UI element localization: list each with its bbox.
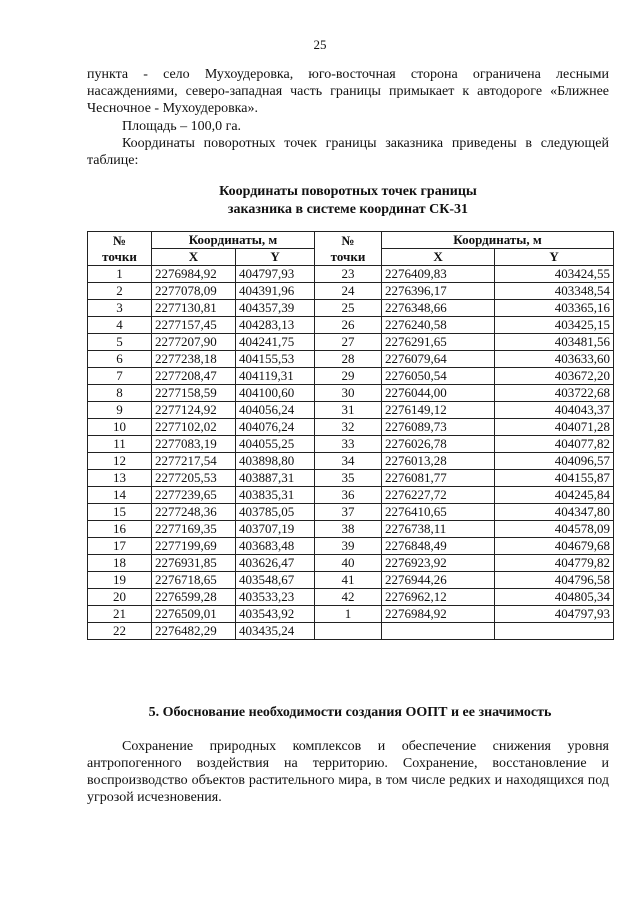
- x-coordinate-cell: 2276944,26: [382, 572, 495, 589]
- table-row: [88, 453, 614, 470]
- x-coordinate-cell: 2277239,65: [152, 487, 236, 504]
- table-row: [88, 589, 614, 606]
- y-coordinate-cell: 404797,93: [495, 606, 614, 623]
- point-number-cell: 41: [315, 572, 382, 589]
- point-number-cell: 42: [315, 589, 382, 606]
- point-number-cell: 4: [88, 317, 152, 334]
- y-coordinate-cell: 403626,47: [236, 555, 315, 572]
- point-number-cell: 12: [88, 453, 152, 470]
- point-number-cell: 2: [88, 283, 152, 300]
- y-coordinate-cell: 404155,53: [236, 351, 315, 368]
- table-row: [88, 470, 614, 487]
- y-coordinate-cell: 404578,09: [495, 521, 614, 538]
- point-number-cell: 31: [315, 402, 382, 419]
- x-coordinate-cell: 2276409,83: [382, 266, 495, 283]
- paragraph-table-intro: Координаты поворотных точек границы заказника приведены в следующей таблице:: [87, 136, 609, 168]
- table-row: [88, 402, 614, 419]
- y-coordinate-cell: 403435,24: [236, 623, 315, 640]
- table-row: [88, 504, 614, 521]
- y-coordinate-cell: 404100,60: [236, 385, 315, 402]
- header-x-left: X: [152, 249, 236, 266]
- point-number-cell: 15: [88, 504, 152, 521]
- y-coordinate-cell: 404391,96: [236, 283, 315, 300]
- x-coordinate-cell: 2276081,77: [382, 470, 495, 487]
- table-title: [87, 183, 609, 219]
- x-coordinate-cell: 2277102,02: [152, 419, 236, 436]
- y-coordinate-cell: 403683,48: [236, 538, 315, 555]
- point-number-cell: 9: [88, 402, 152, 419]
- x-coordinate-cell: 2277124,92: [152, 402, 236, 419]
- point-number-cell: 39: [315, 538, 382, 555]
- y-coordinate-cell: 403481,56: [495, 334, 614, 351]
- point-number-cell: 36: [315, 487, 382, 504]
- x-coordinate-cell: 2276848,49: [382, 538, 495, 555]
- coordinates-table: [87, 231, 614, 640]
- y-coordinate-cell: 404357,39: [236, 300, 315, 317]
- y-coordinate-cell: 403543,92: [236, 606, 315, 623]
- y-coordinate-cell: 404077,82: [495, 436, 614, 453]
- point-number-cell: 26: [315, 317, 382, 334]
- x-coordinate-cell: 2277217,54: [152, 453, 236, 470]
- point-number-cell: 34: [315, 453, 382, 470]
- header-y-right: Y: [495, 249, 614, 266]
- x-coordinate-cell: 2276923,92: [382, 555, 495, 572]
- x-coordinate-cell: 2276044,00: [382, 385, 495, 402]
- point-number-cell: 35: [315, 470, 382, 487]
- x-coordinate-cell: 2276984,92: [382, 606, 495, 623]
- y-coordinate-cell: 404056,24: [236, 402, 315, 419]
- header-point-number-right: № точки: [315, 232, 382, 266]
- table-row: [88, 487, 614, 504]
- y-coordinate-cell: 403633,60: [495, 351, 614, 368]
- x-coordinate-cell: 2277083,19: [152, 436, 236, 453]
- y-coordinate-cell: 404055,25: [236, 436, 315, 453]
- point-number-cell: 21: [88, 606, 152, 623]
- point-number-cell: 7: [88, 368, 152, 385]
- point-number-cell: 20: [88, 589, 152, 606]
- point-number-cell: 38: [315, 521, 382, 538]
- page-number: 25: [313, 37, 327, 52]
- point-number-cell: 6: [88, 351, 152, 368]
- point-number-cell: 1: [315, 606, 382, 623]
- y-coordinate-cell: 403365,16: [495, 300, 614, 317]
- y-coordinate-cell: 404797,93: [236, 266, 315, 283]
- section-paragraph: Сохранение природных комплексов и обеспечение снижения уровня антропогенного воздействия на территорию. Сохранение, восстановление и воспроизводство объектов растительного мира, в том числе редких и находящихся под угрозой исчезновения.: [87, 739, 609, 805]
- point-number-cell: 16: [88, 521, 152, 538]
- point-number-cell: 37: [315, 504, 382, 521]
- x-coordinate-cell: 2276396,17: [382, 283, 495, 300]
- y-coordinate-cell: 404076,24: [236, 419, 315, 436]
- y-coordinate-cell: 404241,75: [236, 334, 315, 351]
- y-coordinate-cell: 404779,82: [495, 555, 614, 572]
- header-coordinates-right: Координаты, м: [382, 232, 614, 249]
- point-number-cell: 18: [88, 555, 152, 572]
- y-coordinate-cell: 404155,87: [495, 470, 614, 487]
- x-coordinate-cell: 2276509,01: [152, 606, 236, 623]
- x-coordinate-cell: 2277169,35: [152, 521, 236, 538]
- y-coordinate-cell: 404796,58: [495, 572, 614, 589]
- point-number-cell: 8: [88, 385, 152, 402]
- point-number-cell: 17: [88, 538, 152, 555]
- point-number-cell: [315, 623, 382, 640]
- table-row: [88, 334, 614, 351]
- x-coordinate-cell: 2276013,28: [382, 453, 495, 470]
- table-row: [88, 538, 614, 555]
- y-coordinate-cell: 403835,31: [236, 487, 315, 504]
- table-row: [88, 572, 614, 589]
- paragraph-area: Площадь – 100,0 га.: [122, 119, 242, 134]
- point-number-cell: 25: [315, 300, 382, 317]
- point-number-cell: 11: [88, 436, 152, 453]
- table-row: [88, 283, 614, 300]
- point-number-cell: 40: [315, 555, 382, 572]
- y-coordinate-cell: 404347,80: [495, 504, 614, 521]
- x-coordinate-cell: 2277199,69: [152, 538, 236, 555]
- point-number-cell: 23: [315, 266, 382, 283]
- y-coordinate-cell: 403533,23: [236, 589, 315, 606]
- x-coordinate-cell: 2277078,09: [152, 283, 236, 300]
- y-coordinate-cell: 403425,15: [495, 317, 614, 334]
- x-coordinate-cell: [382, 623, 495, 640]
- x-coordinate-cell: 2277207,90: [152, 334, 236, 351]
- x-coordinate-cell: 2277208,47: [152, 368, 236, 385]
- y-coordinate-cell: 404071,28: [495, 419, 614, 436]
- x-coordinate-cell: 2276931,85: [152, 555, 236, 572]
- x-coordinate-cell: 2276984,92: [152, 266, 236, 283]
- x-coordinate-cell: 2277158,59: [152, 385, 236, 402]
- point-number-cell: 22: [88, 623, 152, 640]
- y-coordinate-cell: 403707,19: [236, 521, 315, 538]
- header-coordinates-left: Координаты, м: [152, 232, 315, 249]
- point-number-cell: 28: [315, 351, 382, 368]
- point-number-cell: 33: [315, 436, 382, 453]
- point-number-cell: 29: [315, 368, 382, 385]
- y-coordinate-cell: 404245,84: [495, 487, 614, 504]
- x-coordinate-cell: 2276026,78: [382, 436, 495, 453]
- table-row: [88, 368, 614, 385]
- x-coordinate-cell: 2276410,65: [382, 504, 495, 521]
- point-number-cell: 13: [88, 470, 152, 487]
- point-number-cell: 19: [88, 572, 152, 589]
- table-row: [88, 606, 614, 623]
- x-coordinate-cell: 2276482,29: [152, 623, 236, 640]
- x-coordinate-cell: 2276149,12: [382, 402, 495, 419]
- table-title-line2: заказника в системе координат СК-31: [227, 202, 469, 217]
- y-coordinate-cell: 403722,68: [495, 385, 614, 402]
- y-coordinate-cell: [495, 623, 614, 640]
- table-title-line1: Координаты поворотных точек границы: [219, 184, 477, 199]
- y-coordinate-cell: 403348,54: [495, 283, 614, 300]
- paragraph-location: пункта - село Мухоудеровка, юго-восточная сторона ограничена лесными насаждениями, северо-западная часть границы примыкает к автодороге «Ближнее Чесночное - Мухоудеровка».: [87, 67, 609, 116]
- point-number-cell: 14: [88, 487, 152, 504]
- point-number-cell: 5: [88, 334, 152, 351]
- x-coordinate-cell: 2276079,64: [382, 351, 495, 368]
- table-row: [88, 521, 614, 538]
- table-row: [88, 623, 614, 640]
- x-coordinate-cell: 2276599,28: [152, 589, 236, 606]
- y-coordinate-cell: 404805,34: [495, 589, 614, 606]
- table-row: [88, 436, 614, 453]
- y-coordinate-cell: 403424,55: [495, 266, 614, 283]
- x-coordinate-cell: 2276050,54: [382, 368, 495, 385]
- table-row: [88, 266, 614, 283]
- x-coordinate-cell: 2276962,12: [382, 589, 495, 606]
- point-number-cell: 30: [315, 385, 382, 402]
- header-x-right: X: [382, 249, 495, 266]
- x-coordinate-cell: 2276240,58: [382, 317, 495, 334]
- point-number-cell: 27: [315, 334, 382, 351]
- x-coordinate-cell: 2276291,65: [382, 334, 495, 351]
- table-row: [88, 555, 614, 572]
- x-coordinate-cell: 2277238,18: [152, 351, 236, 368]
- table-row: [88, 300, 614, 317]
- table-row: [88, 419, 614, 436]
- point-number-cell: 24: [315, 283, 382, 300]
- y-coordinate-cell: 404096,57: [495, 453, 614, 470]
- y-coordinate-cell: 404283,13: [236, 317, 315, 334]
- y-coordinate-cell: 403785,05: [236, 504, 315, 521]
- header-point-number-left: № точки: [88, 232, 152, 266]
- point-number-cell: 32: [315, 419, 382, 436]
- y-coordinate-cell: 403672,20: [495, 368, 614, 385]
- section-heading: 5. Обоснование необходимости создания ООПТ и ее значимость: [148, 705, 552, 720]
- x-coordinate-cell: 2276227,72: [382, 487, 495, 504]
- x-coordinate-cell: 2277157,45: [152, 317, 236, 334]
- header-y-left: Y: [236, 249, 315, 266]
- y-coordinate-cell: 404119,31: [236, 368, 315, 385]
- x-coordinate-cell: 2276348,66: [382, 300, 495, 317]
- x-coordinate-cell: 2276718,65: [152, 572, 236, 589]
- table-row: [88, 351, 614, 368]
- point-number-cell: 1: [88, 266, 152, 283]
- table-row: [88, 317, 614, 334]
- point-number-cell: 10: [88, 419, 152, 436]
- y-coordinate-cell: 404043,37: [495, 402, 614, 419]
- x-coordinate-cell: 2277205,53: [152, 470, 236, 487]
- x-coordinate-cell: 2276738,11: [382, 521, 495, 538]
- y-coordinate-cell: 404679,68: [495, 538, 614, 555]
- y-coordinate-cell: 403548,67: [236, 572, 315, 589]
- table-row: [88, 385, 614, 402]
- y-coordinate-cell: 403887,31: [236, 470, 315, 487]
- point-number-cell: 3: [88, 300, 152, 317]
- x-coordinate-cell: 2277248,36: [152, 504, 236, 521]
- coordinates-table-body: [88, 266, 614, 640]
- x-coordinate-cell: 2277130,81: [152, 300, 236, 317]
- y-coordinate-cell: 403898,80: [236, 453, 315, 470]
- x-coordinate-cell: 2276089,73: [382, 419, 495, 436]
